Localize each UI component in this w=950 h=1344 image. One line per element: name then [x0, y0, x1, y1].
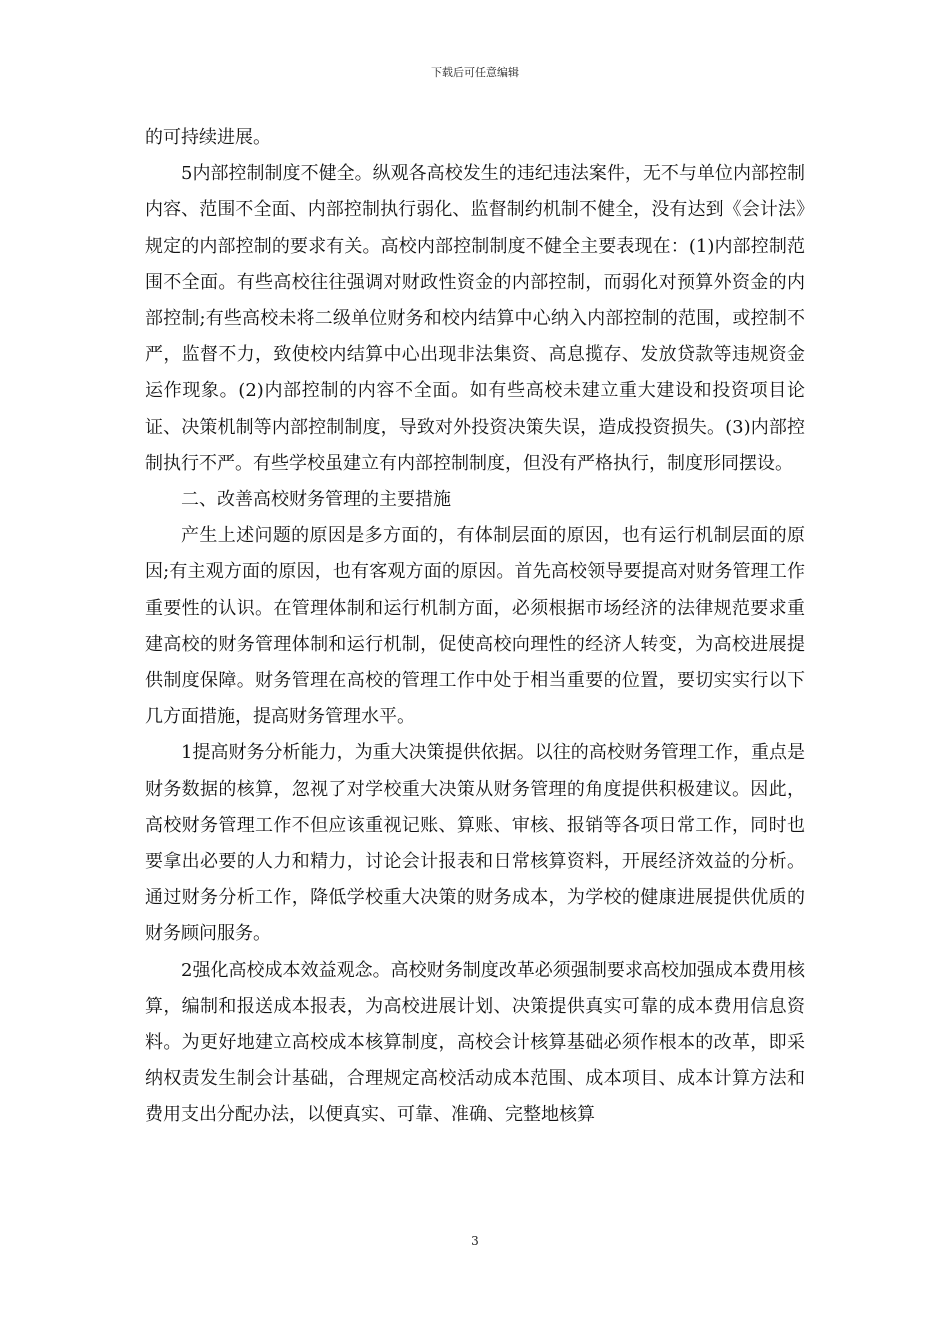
paragraph-causes: 产生上述问题的原因是多方面的，有体制层面的原因，也有运行机制层面的原因;有主观方面的原因，也有客观方面的原因。首先高校领导要提高对财务管理工作重要性的认识。在管理体制和运行机制方面，必须根据市场经济的法律规范要求重建高校的财务管理体制和运行机制，促使高校向理性的经济人转变，为高校进展提供制度保障。财务管理在高校的管理工作中处于相当重要的位置，要切实实行以下几方面措施，提高财务管理水平。 [145, 525, 805, 728]
paragraph-financial-analysis: 1提高财务分析能力，为重大决策提供依据。以往的高校财务管理工作，重点是财务数据的核算，忽视了对学校重大决策从财务管理的角度提供积极建议。因此，高校财务管理工作不但应该重视记账、算账、审核、报销等各项日常工作，同时也要拿出必要的人力和精力，讨论会计报表和日常核算资料，开展经济效益的分析。通过财务分析工作，降低学校重大决策的财务成本，为学校的健康进展提供优质的财务顾问服务。 [145, 742, 805, 945]
section-heading: 二、改善高校财务管理的主要措施 [181, 489, 451, 511]
paragraph-internal-control: 5内部控制制度不健全。纵观各高校发生的违纪违法案件，无不与单位内部控制内容、范围不全面、内部控制执行弱化、监督制约机制不健全，没有达到《会计法》规定的内部控制的要求有关。高校内部控制制度不健全主要表现在：(1)内部控制范围不全面。有些高校往往强调对财政性资金的内部控制，而弱化对预算外资金的内部控制;有些高校未将二级单位财务和校内结算中心纳入内部控制的范围，或控制不严，监督不力，致使校内结算中心出现非法集资、高息揽存、发放贷款等违规资金运作现象。(2)内部控制的内容不全面。如有些高校未建立重大建设和投资项目论证、决策机制等内部控制制度，导致对外投资决策失误，造成投资损失。(3)内部控制执行不严。有些学校虽建立有内部控制制度，但没有严格执行，制度形同摆设。 [145, 163, 805, 474]
document-body [145, 120, 805, 1134]
page-number: 3 [471, 1234, 479, 1248]
paragraph-cost-benefit: 2强化高校成本效益观念。高校财务制度改革必须强制要求高校加强成本费用核算，编制和报送成本报表，为高校进展计划、决策提供真实可靠的成本费用信息资料。为更好地建立高校成本核算制度，高校会计核算基础必须作根本的改革，即采纳权责发生制会计基础，合理规定高校活动成本范围、成本项目、成本计算方法和费用支出分配办法，以便真实、可靠、准确、完整地核算 [145, 959, 805, 1126]
page-header-note: 下载后可任意编辑 [431, 66, 519, 79]
paragraph-continuation: 的可持续进展。 [145, 127, 271, 148]
